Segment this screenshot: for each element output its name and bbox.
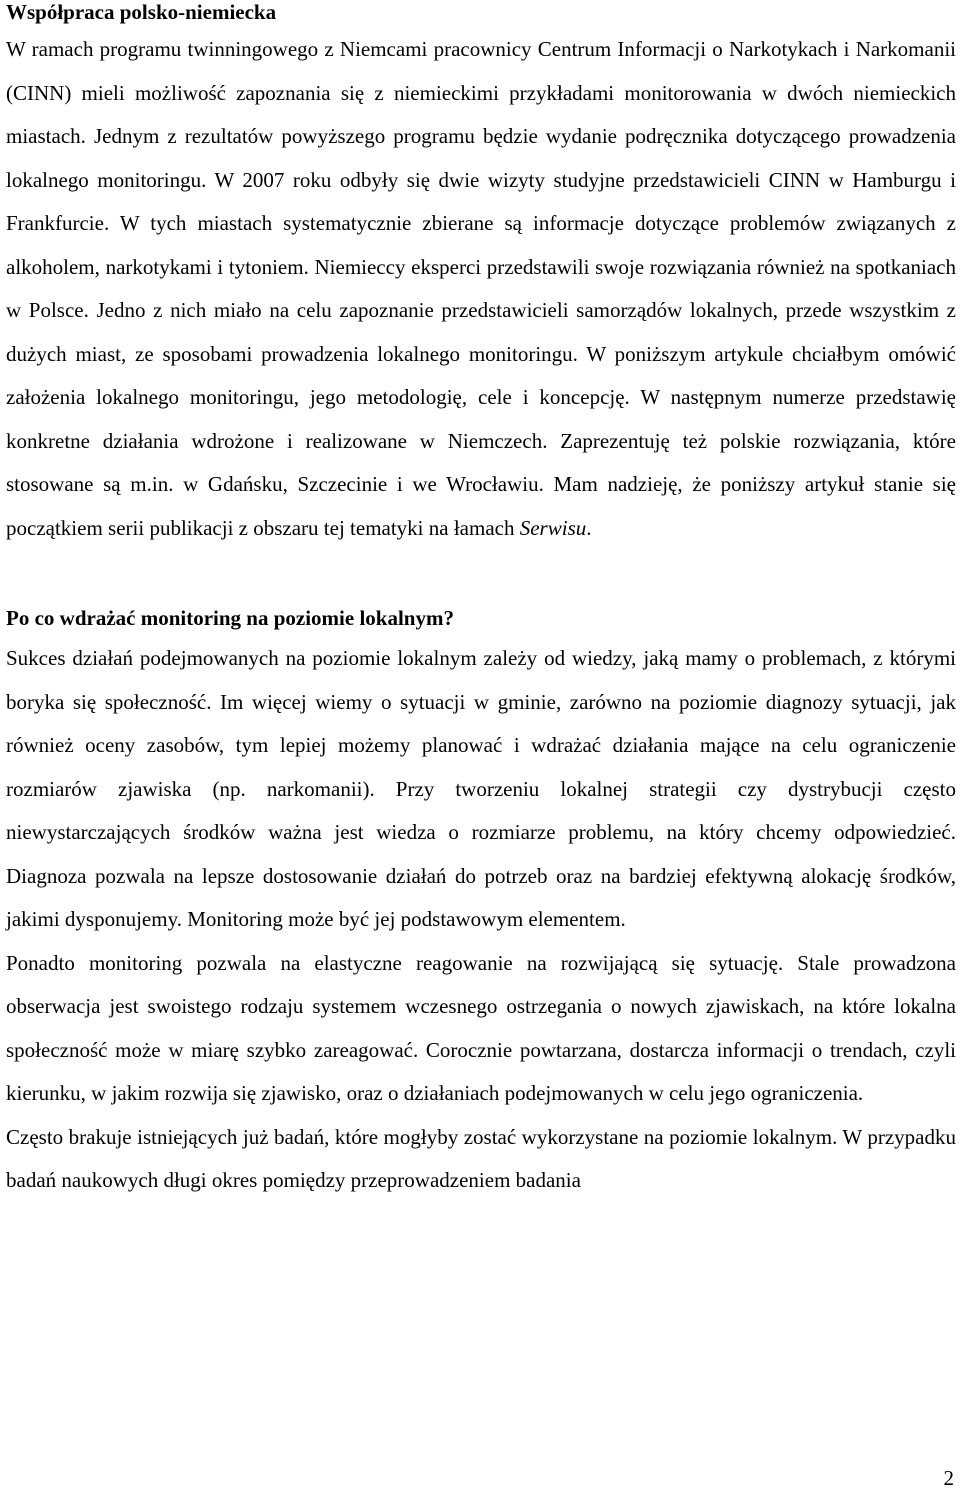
document-page	[6, 0, 956, 1203]
section-heading-why-monitoring: Po co wdrażać monitoring na poziomie lokalnym?	[6, 606, 454, 630]
paragraph-cooperation	[6, 28, 956, 550]
paragraph-cooperation-text: W ramach programu twinningowego z Niemcami pracownicy Centrum Informacji o Narkotykach i Narkomanii (CINN) mieli możliwość zapoznania się z niemieckimi przykładami monitorowania w dwóch niemieckich miastach. Jednym z rezultatów powyższego programu będzie wydanie podręcznika dotyczącego prowadzenia lokalnego monitoringu. W 2007 roku odbyły się dwie wizyty studyjne przedstawicieli CINN w Hamburgu i Frankfurcie. W tych miastach systematycznie zbierane są informacje dotyczące problemów związanych z alkoholem, narkotykami i tytoniem. Niemieccy eksperci przedstawili swoje rozwiązania również na spotkaniach w Polsce. Jedno z nich miało na celu zapoznanie przedstawicieli samorządów lokalnych, przede wszystkim z dużych miast, ze sposobami prowadzenia lokalnego monitoringu. W poniższym artykule chciałbym omówić założenia lokalnego monitoringu, jego metodologię, cele i koncepcję. W następnym numerze przedstawię konkretne działania wdrożone i realizowane w Niemczech. Zaprezentuję też polskie rozwiązania, które stosowane są m.in. w Gdańsku, Szczecinie i we Wrocławiu. Mam nadzieję, że poniższy artykuł stanie się początkiem serii publikacji z obszaru tej tematyki na łamach	[6, 37, 956, 540]
paragraph-flexible-response: Ponadto monitoring pozwala na elastyczne reagowanie na rozwijającą się sytuację. Stale prowadzona obserwacja jest swoistego rodzaju systemem wczesnego ostrzegania o nowych zjawiskach, na które lokalna społeczność może w miarę szybko zareagować. Corocznie powtarzana, dostarcza informacji o trendach, czyli kierunku, w jakim rozwija się zjawisko, oraz o działaniach podejmowanych w celu jego ograniczenia.	[6, 950, 956, 1105]
section-heading-cooperation: Współpraca polsko-niemiecka	[6, 0, 277, 24]
paragraph-cooperation-end: .	[586, 515, 592, 540]
journal-title-italic: Serwisu	[519, 515, 587, 540]
paragraph-success: Sukces działań podejmowanych na poziomie lokalnym zależy od wiedzy, jaką mamy o problemach, z którymi boryka się społeczność. Im więcej wiemy o sytuacji w gminie, zarówno na poziomie diagnozy sytuacji, jak również oceny zasobów, tym lepiej możemy planować i wdrażać działania mające na celu ograniczenie rozmiarów zjawiska (np. narkomanii). Przy tworzeniu lokalnej strategii czy dystrybucji często niewystarczających środków ważna jest wiedza o rozmiarze problemu, na który chcemy odpowiedzieć. Diagnoza pozwala na lepsze dostosowanie działań do potrzeb oraz na bardziej efektywną alokację środków, jakimi dysponujemy. Monitoring może być jej podstawowym elementem.	[6, 646, 956, 931]
page-number: 2	[943, 1466, 954, 1490]
paragraph-lack-of-research: Często brakuje istniejących już badań, które mogłyby zostać wykorzystane na poziomie lokalnym. W przypadku badań naukowych długi okres pomiędzy przeprowadzeniem badania	[6, 1124, 956, 1192]
